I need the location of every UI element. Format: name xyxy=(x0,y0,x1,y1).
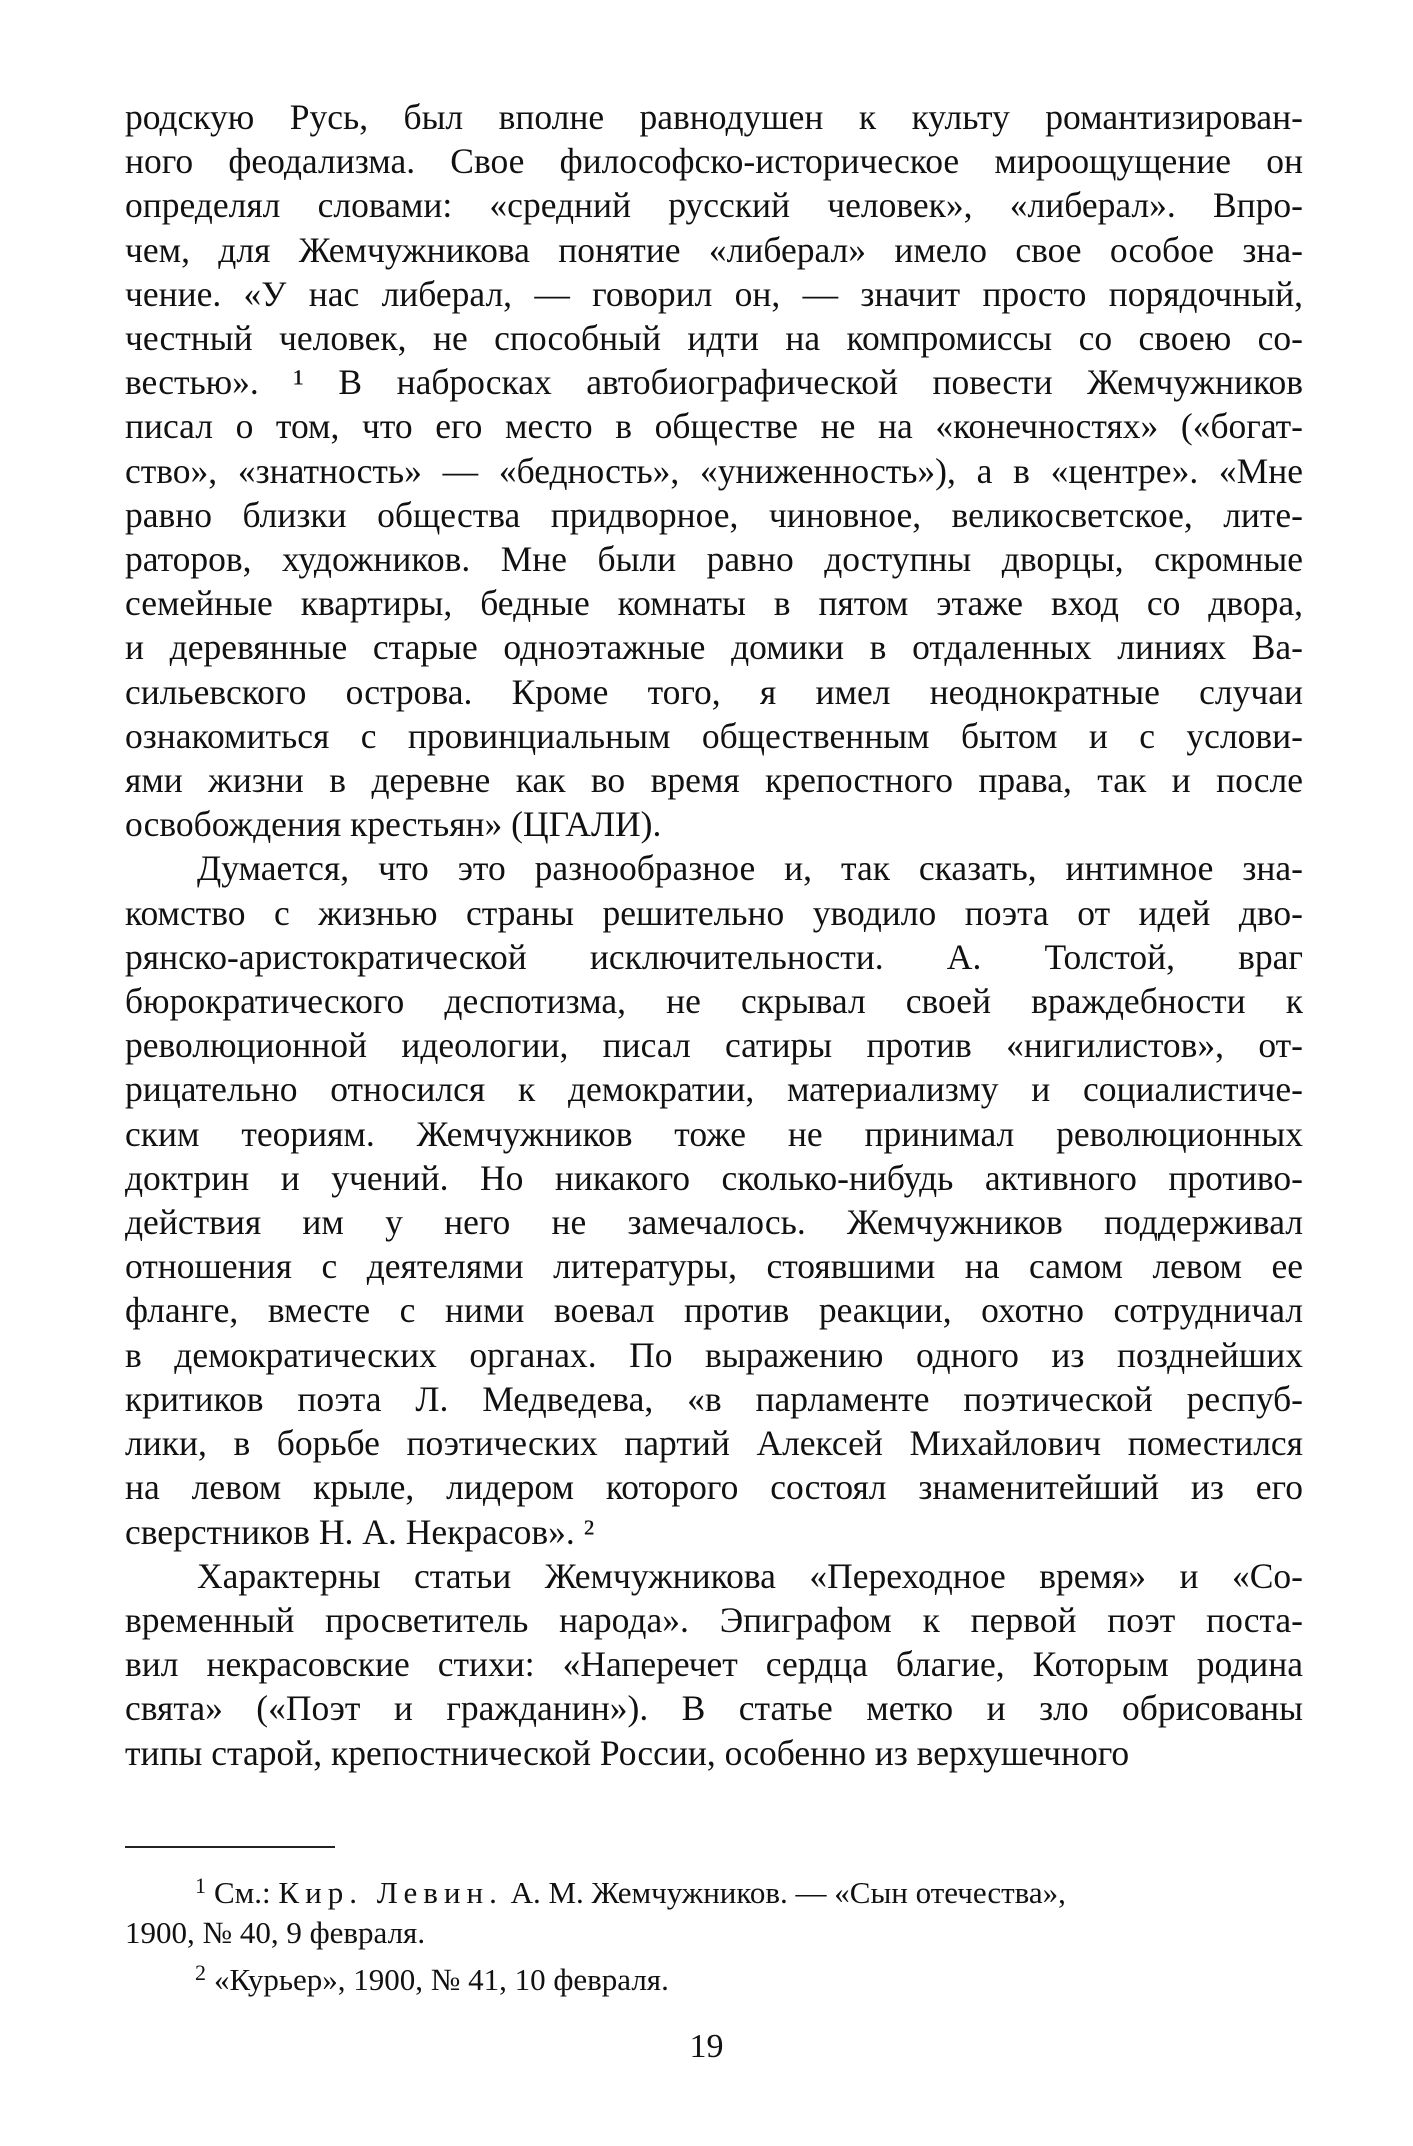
footnote-1-continuation: 1900, № 40, 9 февраля. xyxy=(125,1915,426,1950)
text-line: и деревянные старые одноэтажные домики в отдаленных линиях Ва- xyxy=(125,627,1303,668)
text-line: лики, в борьбе поэтических партий Алексей Михайлович поместился xyxy=(125,1423,1303,1464)
text-line: на левом крыле, лидером которого состоял знаменитейший из его xyxy=(125,1467,1303,1508)
text-line: семейные квартиры, бедные комнаты в пятом этаже вход со двора, xyxy=(125,583,1303,624)
text-line: вил некрасовские стихи: «Наперечет сердца благие, Которым родина xyxy=(125,1644,1303,1685)
footnote-1-prefix: См.: xyxy=(214,1875,279,1910)
text-line: в демократических органах. По выражению одного из позднейших xyxy=(125,1334,1303,1375)
footnote-1 xyxy=(125,1866,1303,1913)
main-text xyxy=(125,95,1303,1775)
page-number: 19 xyxy=(689,2028,724,2065)
text-line: честный человек, не способный идти на компромиссы со своею со- xyxy=(125,318,1303,359)
text-line: рянско-аристократической исключительности. А. Толстой, враг xyxy=(125,936,1303,977)
text-line: сильевского острова. Кроме того, я имел неоднократные случаи xyxy=(125,671,1303,712)
footnote-1-text: А. М. Жемчужников. — «Сын отечества», xyxy=(502,1875,1066,1910)
footnote-1-mark: 1 xyxy=(195,1873,206,1898)
text-line: чение. «У нас либерал, — говорил он, — значит просто порядочный, xyxy=(125,273,1303,314)
text-line: рицательно относился к демократии, материализму и социалистиче- xyxy=(125,1069,1303,1110)
text-line: Характерны статьи Жемчужникова «Переходное время» и «Со- xyxy=(197,1555,1303,1596)
text-line: ство», «знатность» — «бедность», «униженность»), а в «центре». «Мне xyxy=(125,450,1303,491)
text-line: освобождения крестьян» (ЦГАЛИ). xyxy=(125,804,662,845)
footnotes xyxy=(125,1866,1303,2000)
text-line: революционной идеологии, писал сатиры против «нигилистов», от- xyxy=(125,1025,1303,1066)
paragraph xyxy=(125,1554,1303,1775)
footnote-1-author: Кир. Левин. xyxy=(278,1875,503,1910)
text-line: раторов, художников. Мне были равно доступны дворцы, скромные xyxy=(125,539,1303,580)
text-line: равно близки общества придворное, чиновное, великосветское, лите- xyxy=(125,494,1303,535)
text-line: сверстников Н. А. Некрасов». ² xyxy=(125,1511,595,1552)
text-line: ознакомиться с провинциальным общественным бытом и с услови- xyxy=(125,715,1303,756)
text-line: ским теориям. Жемчужников тоже не принимал революционных xyxy=(125,1113,1303,1154)
text-line: определял словами: «средний русский человек», «либерал». Впро- xyxy=(125,185,1303,226)
footnote-2-text: «Курьер», 1900, № 41, 10 февраля. xyxy=(214,1962,669,1997)
text-line: типы старой, крепостнической России, особенно из верхушечного xyxy=(125,1732,1130,1773)
paragraph xyxy=(125,846,1303,1553)
text-line: ями жизни в деревне как во время крепостного права, так и после xyxy=(125,760,1303,801)
text-line: действия им у него не замечалось. Жемчужников поддерживал xyxy=(125,1202,1303,1243)
footnote-2-mark: 2 xyxy=(195,1960,206,1985)
page-body xyxy=(125,95,1303,1775)
text-line: фланге, вместе с ними воевал против реакции, охотно сотрудничал xyxy=(125,1290,1303,1331)
text-line: доктрин и учений. Но никакого сколько-нибудь активного противо- xyxy=(125,1157,1303,1198)
text-line: бюрократического деспотизма, не скрывал своей враждебности к xyxy=(125,981,1303,1022)
text-line: временный просветитель народа». Эпиграфом к первой поэт поста- xyxy=(125,1599,1303,1640)
text-line: ного феодализма. Свое философско-историческое мироощущение он xyxy=(125,141,1303,182)
paragraph xyxy=(125,95,1303,846)
text-line: свята» («Поэт и гражданин»). В статье метко и зло обрисованы xyxy=(125,1688,1303,1729)
text-line: родскую Русь, был вполне равнодушен к культу романтизирован- xyxy=(125,97,1303,137)
text-line: критиков поэта Л. Медведева, «в парламенте поэтической респуб- xyxy=(125,1378,1303,1419)
footnote-2 xyxy=(125,1953,1303,2000)
text-line: писал о том, что его место в обществе не на «конечностях» («богат- xyxy=(125,406,1303,447)
text-line: чем, для Жемчужникова понятие «либерал» имело свое особое зна- xyxy=(125,229,1303,270)
text-line: комство с жизнью страны решительно уводило поэта от идей дво- xyxy=(125,892,1303,933)
text-line: отношения с деятелями литературы, стоявшими на самом левом ее xyxy=(125,1246,1303,1287)
footnote-divider xyxy=(125,1846,335,1848)
text-line: вестью». ¹ В набросках автобиографической повести Жемчужников xyxy=(125,362,1303,403)
text-line: Думается, что это разнообразное и, так сказать, интимное зна- xyxy=(197,848,1303,889)
